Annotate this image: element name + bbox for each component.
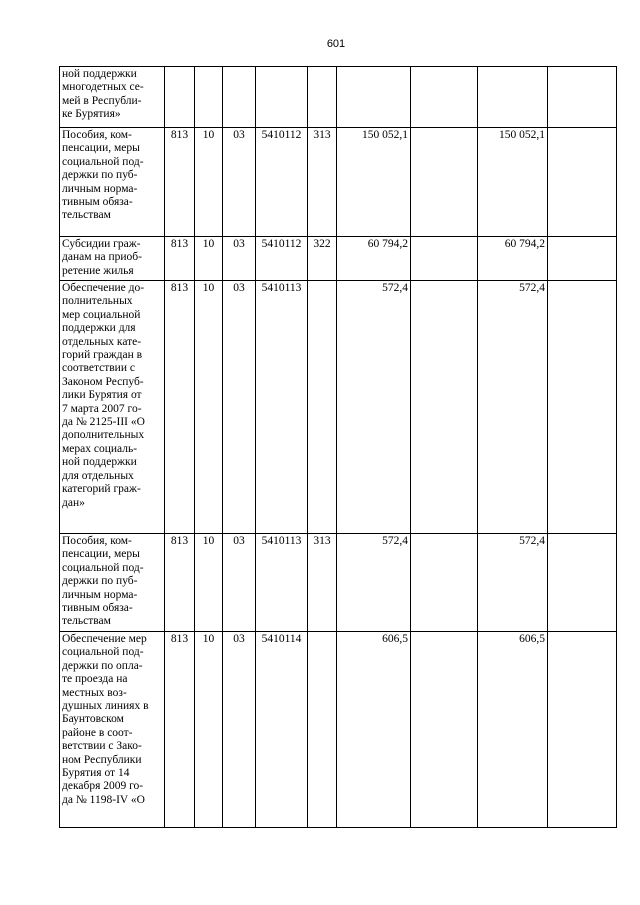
target-article-cell: 5410114 (256, 632, 308, 828)
total-cell (478, 67, 548, 128)
target-article-cell: 5410112 (256, 128, 308, 237)
admin-code-cell: 813 (165, 534, 195, 632)
section-code-cell: 10 (195, 281, 223, 534)
target-article-cell: 5410112 (256, 237, 308, 281)
blank-cell (411, 128, 478, 237)
subsection-code-cell (223, 67, 256, 128)
admin-code-cell: 813 (165, 237, 195, 281)
section-code-cell (195, 67, 223, 128)
admin-code-cell: 813 (165, 128, 195, 237)
row-name-cell: Обеспечение до- полнительных мер социальной поддержки для отдельных кате- горий граждан в соответствии с Законом Респуб- лики Бурятия от 7 марта 2007 го- да № 2125-III «О дополнительных мерах социаль- ной поддержки для отдельных категорий граж- дан» (60, 281, 165, 534)
expense-type-cell: 313 (308, 534, 337, 632)
subsection-code-cell: 03 (223, 632, 256, 828)
subsection-code-cell: 03 (223, 237, 256, 281)
extra-cell (548, 281, 617, 534)
admin-code-cell (165, 67, 195, 128)
total-cell: 150 052,1 (478, 128, 548, 237)
table-row (60, 534, 617, 632)
subsection-code-cell: 03 (223, 534, 256, 632)
row-name-cell: ной поддержки многодетных се- мей в Республи- ке Бурятия» (60, 67, 165, 128)
table-row (60, 281, 617, 534)
expense-type-cell (308, 67, 337, 128)
blank-cell (411, 67, 478, 128)
budget-table (59, 66, 617, 828)
target-article-cell (256, 67, 308, 128)
section-code-cell: 10 (195, 237, 223, 281)
extra-cell (548, 237, 617, 281)
extra-cell (548, 534, 617, 632)
total-cell: 606,5 (478, 632, 548, 828)
expense-type-cell (308, 632, 337, 828)
extra-cell (548, 632, 617, 828)
page-number: 601 (326, 38, 346, 50)
blank-cell (411, 534, 478, 632)
target-article-cell: 5410113 (256, 534, 308, 632)
blank-cell (411, 237, 478, 281)
section-code-cell: 10 (195, 128, 223, 237)
blank-cell (411, 281, 478, 534)
amount-cell: 606,5 (337, 632, 411, 828)
amount-cell: 60 794,2 (337, 237, 411, 281)
row-name-cell: Пособия, ком- пенсации, меры социальной под- держки по пуб- личным норма- тивным обяза- тельствам (60, 534, 165, 632)
expense-type-cell: 322 (308, 237, 337, 281)
subsection-code-cell: 03 (223, 128, 256, 237)
extra-cell (548, 128, 617, 237)
total-cell: 572,4 (478, 534, 548, 632)
subsection-code-cell: 03 (223, 281, 256, 534)
extra-cell (548, 67, 617, 128)
amount-cell: 572,4 (337, 534, 411, 632)
target-article-cell: 5410113 (256, 281, 308, 534)
section-code-cell: 10 (195, 534, 223, 632)
row-name-cell: Субсидии граж- данам на приоб- ретение жилья (60, 237, 165, 281)
total-cell: 60 794,2 (478, 237, 548, 281)
admin-code-cell: 813 (165, 281, 195, 534)
section-code-cell: 10 (195, 632, 223, 828)
amount-cell (337, 67, 411, 128)
admin-code-cell: 813 (165, 632, 195, 828)
row-name-cell: Обеспечение мер социальной под- держки по опла- те проезда на местных воз- душных линиях в Баунтовском районе в соот- ветствии с Зако- ном Республики Бурятия от 14 декабря 2009 го- да № 1198-IV «О (60, 632, 165, 828)
table-row (60, 632, 617, 828)
table-row (60, 237, 617, 281)
row-name-cell: Пособия, ком- пенсации, меры социальной под- держки по пуб- личным норма- тивным обяза- тельствам (60, 128, 165, 237)
total-cell: 572,4 (478, 281, 548, 534)
table-row (60, 128, 617, 237)
expense-type-cell (308, 281, 337, 534)
table-row (60, 67, 617, 128)
amount-cell: 572,4 (337, 281, 411, 534)
blank-cell (411, 632, 478, 828)
amount-cell: 150 052,1 (337, 128, 411, 237)
expense-type-cell: 313 (308, 128, 337, 237)
